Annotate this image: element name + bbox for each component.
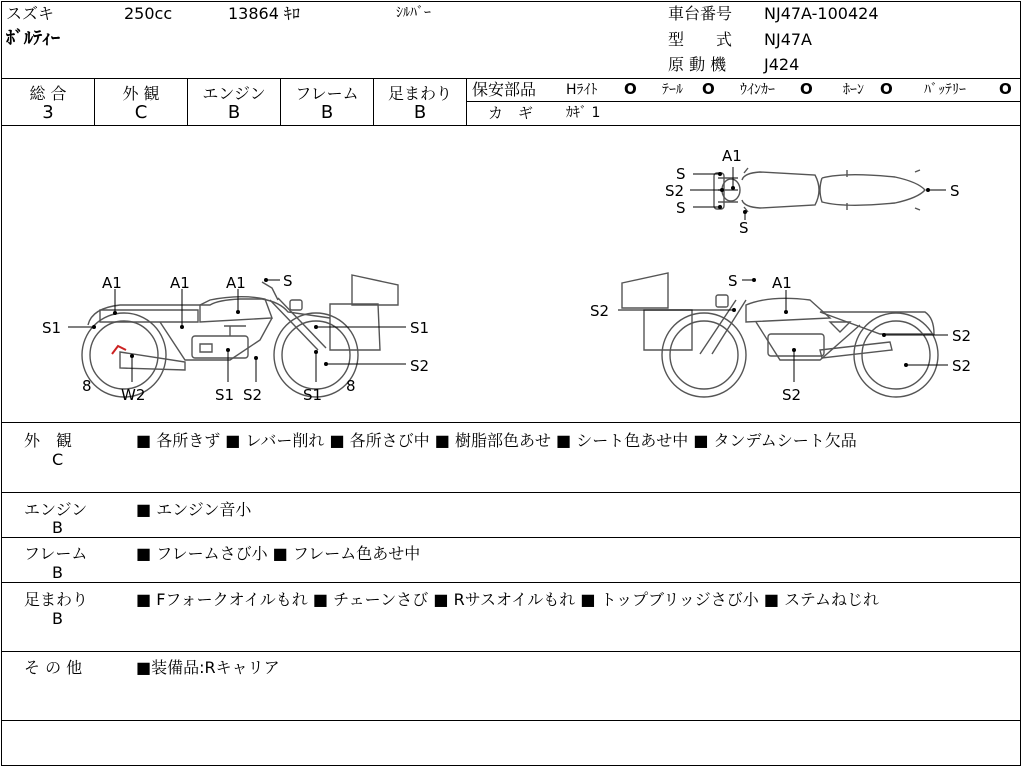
marker-label: A1 bbox=[170, 274, 190, 292]
section-grade-engine: B bbox=[52, 518, 63, 537]
marker-label: S2 bbox=[952, 327, 972, 345]
displacement: 250cc bbox=[124, 4, 173, 23]
section-line bbox=[2, 422, 1021, 423]
grade-label: 総 合 bbox=[29, 84, 67, 103]
grade-frame bbox=[281, 78, 373, 125]
grade-label: 外 観 bbox=[122, 84, 160, 103]
engine-label: 原 動 機 bbox=[668, 55, 727, 74]
section-label-suspension: 足まわり bbox=[24, 590, 89, 609]
left-view-markers bbox=[42, 272, 429, 404]
grade-value: B bbox=[227, 102, 241, 123]
safety-mark: O bbox=[624, 80, 637, 98]
section-items-other: ■装備品:Rキャリア bbox=[136, 658, 280, 677]
grade-label: エンジン bbox=[202, 84, 266, 103]
section-label-other: そ の 他 bbox=[24, 658, 83, 677]
section-label-engine: エンジン bbox=[24, 500, 88, 519]
type-label: 型 式 bbox=[668, 30, 733, 49]
section-line bbox=[2, 651, 1021, 652]
safety-mark: O bbox=[880, 80, 893, 98]
mileage: 13864 ｷﾛ bbox=[228, 4, 300, 23]
maker: スズキ bbox=[6, 4, 55, 23]
safety-divider-line bbox=[467, 101, 1021, 102]
section-label-exterior: 外 観 bbox=[24, 431, 73, 450]
marker-label: S bbox=[739, 219, 749, 237]
marker-label: S bbox=[950, 182, 960, 200]
section-items-suspension: ■ Fフォークオイルもれ ■ チェーンさび ■ Rサスオイルもれ ■ トップブリッジさび小 ■ ステムねじれ bbox=[136, 590, 879, 609]
marker-label: S2 bbox=[590, 302, 610, 320]
key-value: ｶｷﾞ 1 bbox=[566, 105, 601, 121]
grade-suspension bbox=[374, 78, 466, 125]
marker-label: S bbox=[676, 165, 686, 183]
safety-label: 保安部品 bbox=[472, 80, 537, 99]
marker-label: A1 bbox=[226, 274, 246, 292]
grade-value: B bbox=[413, 102, 427, 123]
marker-label: A1 bbox=[722, 147, 742, 165]
frame-no-label: 車台番号 bbox=[668, 4, 733, 23]
safety-item-winker: ｳｲﾝｶｰ bbox=[740, 82, 775, 98]
grade-value: C bbox=[134, 102, 148, 123]
marker-label: S1 bbox=[303, 386, 323, 404]
type-value: NJ47A bbox=[764, 30, 812, 49]
safety-item-battery: ﾊﾞｯﾃﾘｰ bbox=[924, 82, 966, 98]
safety-mark: O bbox=[702, 80, 715, 98]
grade-value: B bbox=[320, 102, 334, 123]
damage-diagram bbox=[0, 126, 1024, 422]
safety-item-tail: ﾃｰﾙ bbox=[662, 82, 683, 98]
grade-value: 3 bbox=[42, 102, 54, 123]
grade-label: 足まわり bbox=[387, 84, 452, 103]
marker-label: W2 bbox=[121, 386, 146, 404]
top-view-markers bbox=[665, 147, 960, 237]
marker-label: A1 bbox=[772, 274, 792, 292]
section-items-engine: ■ エンジン音小 bbox=[136, 500, 252, 519]
marker-label: S1 bbox=[42, 319, 62, 337]
marker-label: S1 bbox=[215, 386, 235, 404]
section-grade-suspension: B bbox=[52, 609, 63, 628]
section-line bbox=[2, 492, 1021, 493]
marker-label: S2 bbox=[665, 182, 685, 200]
model-name: ﾎﾞﾙﾃｨｰ bbox=[6, 28, 60, 49]
safety-item-headlight: Hﾗｲﾄ bbox=[566, 82, 598, 98]
section-line bbox=[2, 537, 1021, 538]
section-label-frame: フレーム bbox=[24, 544, 88, 563]
section-line bbox=[2, 582, 1021, 583]
marker-label: 8 bbox=[346, 377, 356, 395]
safety-mark: O bbox=[999, 80, 1012, 98]
grade-divider bbox=[466, 78, 467, 126]
section-grade-frame: B bbox=[52, 563, 63, 582]
key-label: カ ギ bbox=[488, 104, 534, 122]
engine-value: J424 bbox=[764, 55, 800, 74]
safety-mark: O bbox=[800, 80, 813, 98]
marker-label: S2 bbox=[410, 357, 430, 375]
frame-no-value: NJ47A-100424 bbox=[764, 4, 879, 23]
section-items-frame: ■ フレームさび小 ■ フレーム色あせ中 bbox=[136, 544, 421, 563]
section-line bbox=[2, 720, 1021, 721]
marker-label: S2 bbox=[782, 386, 802, 404]
marker-label: S bbox=[728, 272, 738, 290]
grade-exterior bbox=[95, 78, 187, 125]
marker-label: S bbox=[676, 199, 686, 217]
section-items-exterior: ■ 各所きず ■ レバー削れ ■ 各所さび中 ■ 樹脂部色あせ ■ シート色あせ中 ■ タンデムシート欠品 bbox=[136, 431, 857, 450]
grade-label: フレーム bbox=[295, 84, 359, 103]
marker-label: S bbox=[283, 272, 293, 290]
color: ｼﾙﾊﾞｰ bbox=[396, 5, 431, 21]
marker-label: 8 bbox=[82, 377, 92, 395]
grade-engine bbox=[188, 78, 280, 125]
marker-label: S1 bbox=[410, 319, 430, 337]
section-grade-exterior: C bbox=[52, 450, 64, 469]
marker-label: A1 bbox=[102, 274, 122, 292]
marker-label: S2 bbox=[952, 357, 972, 375]
top-view-drawing bbox=[714, 168, 925, 212]
safety-item-horn: ﾎｰﾝ bbox=[843, 82, 864, 98]
grade-overall bbox=[2, 78, 94, 125]
marker-label: S2 bbox=[243, 386, 263, 404]
